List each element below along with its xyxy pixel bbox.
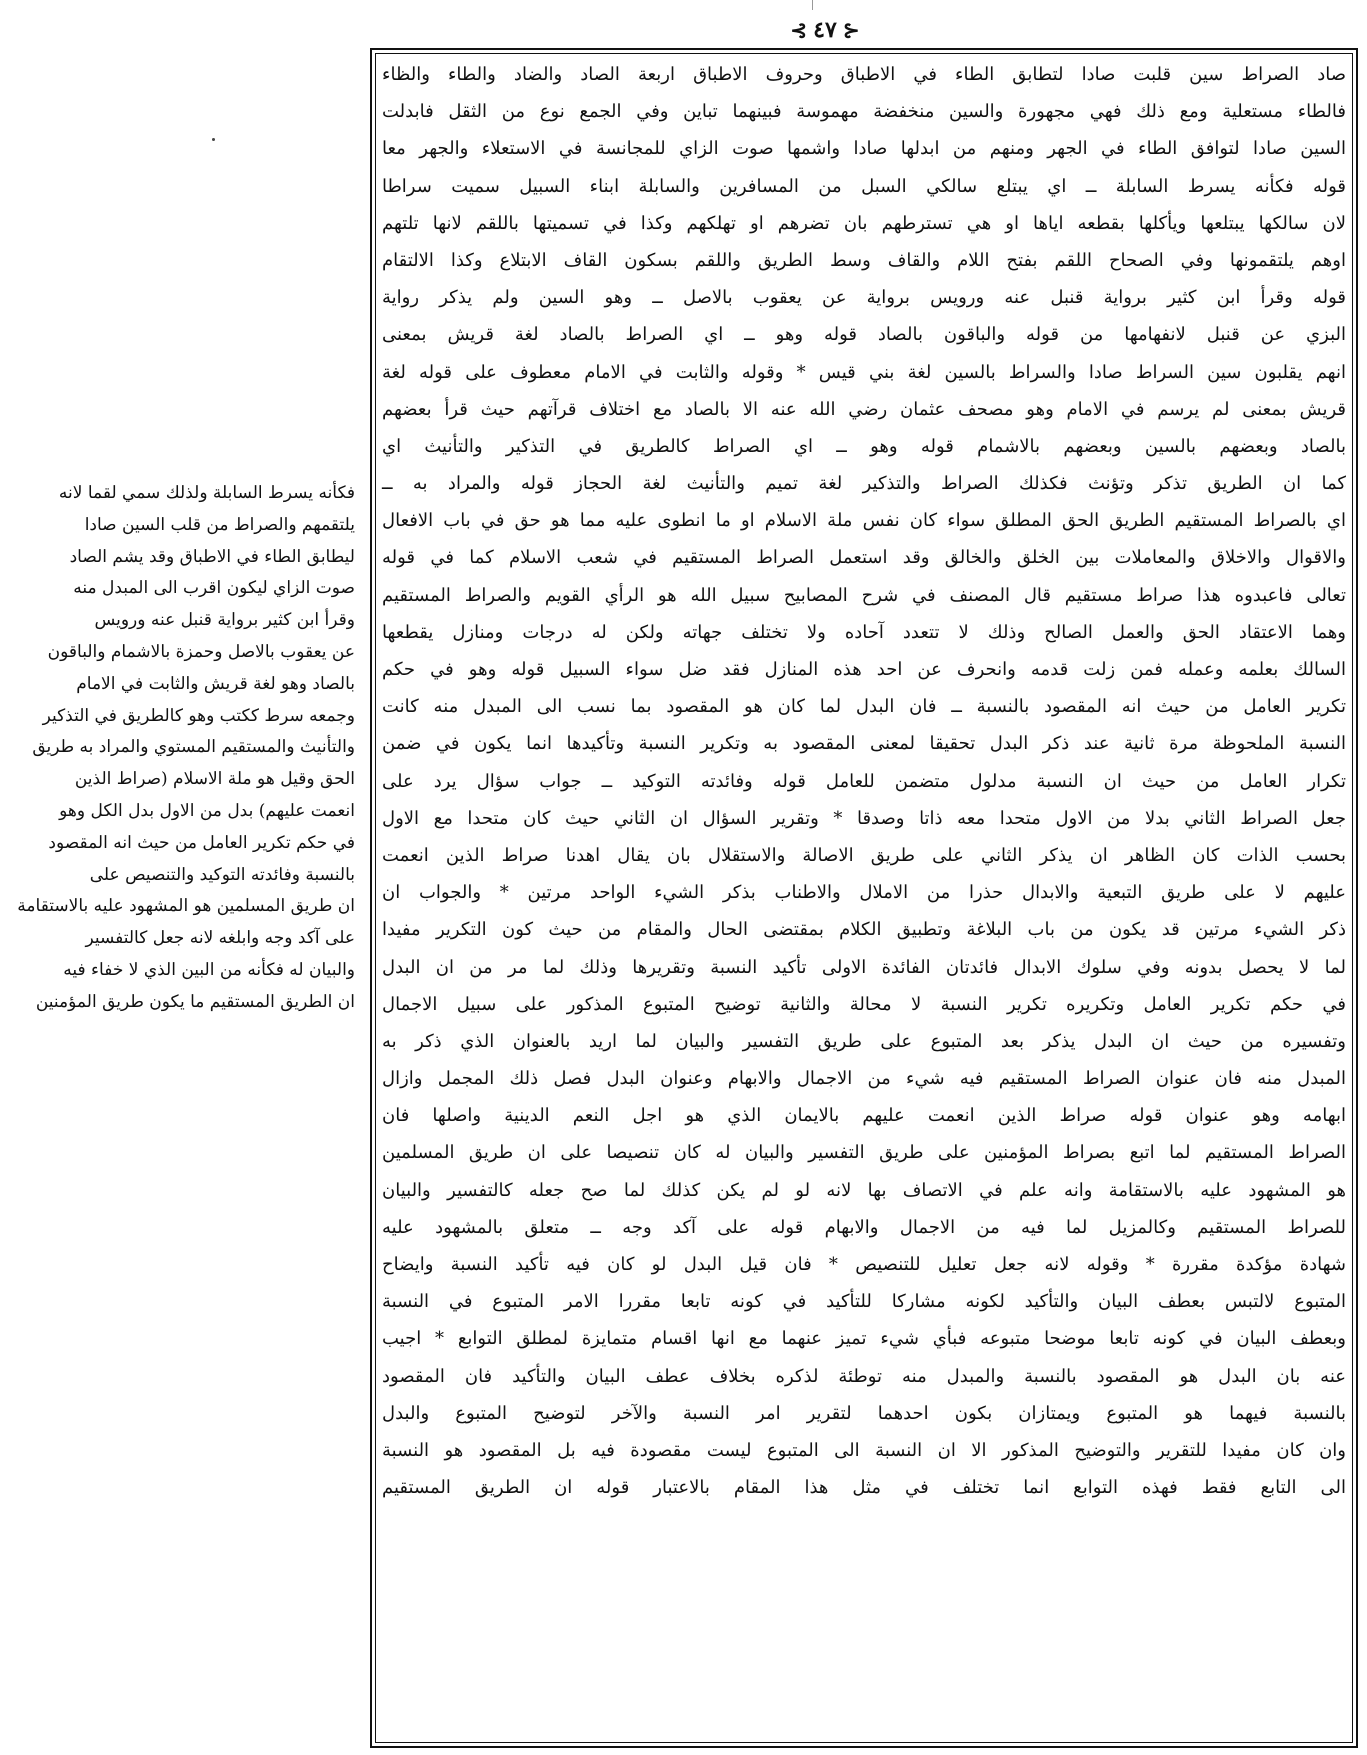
marginal-line: بالصاد وهو لغة قريش والثابت في الامام — [76, 673, 355, 694]
commentary-frame — [370, 48, 1358, 1748]
commentary-line: انهم يقلبون سين السراط صادا والسراط بالسين لغة بني قيس * وقوله والثابت في الامام معطوف على قوله لغة — [382, 361, 1346, 383]
commentary-line: اوهم يلتقمونها وفي الصحاح اللقم بفتح اللام والقاف وسط الطريق واللقم بسكون القاف الابتلاع وكذا الالتقام — [382, 249, 1346, 271]
top-tick-mark — [812, 0, 813, 10]
commentary-line: وهما الاعتقاد الحق والعمل الصالح وذلك لا تتعدد آحاده ولا تختلف جهاته ولكن له درجات ومنازل يقطعها — [382, 621, 1346, 643]
commentary-line: السين صادا لتوافق الطاء في الجهر ومنهم من ابدلها صادا واشمها صوت الزاي للمجانسة في الاستعلاء والجهر معا — [382, 138, 1346, 160]
commentary-line: فالطاء مستعلية ومع ذلك فهي مجهورة والسين منخفضة مهموسة فبينهما تباين وفي الجمع نوع من الثقل فابدلت — [382, 101, 1346, 123]
marginal-line: ليطابق الطاء في الاطباق وقد يشم الصاد — [69, 546, 355, 567]
page-number: ٤٧ — [813, 17, 837, 43]
marginal-line: ان الطريق المستقيم ما يكون طريق المؤمنين — [35, 991, 355, 1012]
left-ornament-icon: ⊰ — [790, 18, 808, 42]
commentary-line: البزي عن قنبل لانفهامها من قوله والباقون بالصاد قوله وهو ــ اي الصراط بالصاد لغة قريش بمعنى — [382, 324, 1346, 346]
commentary-line: ذكر الشيء مرتين قد يكون من باب البلاغة وتطبيق الكلام بمقتضى الحال والمقام من حيث كون التكرير مفيدا — [382, 919, 1346, 941]
commentary-line: بالنسبة فيهما هو المتبوع ويمتازان بكون احدهما لتقرير امر النسبة والآخر لتوضيح المتبوع والبدل — [382, 1402, 1346, 1424]
commentary-line: وان كان مفيدا للتقرير والتوضيح المذكور الا ان النسبة الى المتبوع ليست مقصودة فيه بل المقصود هو النسبة — [382, 1439, 1346, 1461]
marginal-line: الحق وقيل هو ملة الاسلام (صراط الذين — [74, 769, 355, 790]
commentary-line: صاد الصراط سين قلبت صادا لتطابق الطاء في الاطباق وحروف الاطباق اربعة الصاد والضاد والطاء والظاء — [382, 64, 1346, 85]
marginal-line: والتأنيث والمستقيم المستوي والمراد به طريق — [32, 737, 355, 758]
marginal-line: فكأنه يسرط السابلة ولذلك سمي لقما لانه — [58, 483, 355, 503]
marginal-line: والبيان له فكأنه من البين الذي لا خفاء فيه — [63, 959, 355, 980]
commentary-line: تكرير العامل من حيث انه المقصود بالنسبة ــ فان البدل لما كان هو المقصود بما نسب الى المبدل منه كانت — [382, 696, 1346, 718]
commentary-line: قريش بمعنى لم يرسم في الامام وهو مصحف عثمان رضي الله عنه الا بالصاد مع اختلاف قرآتهم حيث قرأ بعضهم — [382, 398, 1346, 420]
commentary-text — [382, 56, 1346, 1740]
commentary-line: تعالى فاعبدوه هذا صراط مستقيم قال المصنف في شرح المصابيح سبيل الله هو الرأي القويم والصراط المستقيم — [382, 584, 1346, 606]
commentary-line: المبدل منه فان عنوان الصراط المستقيم فيه شيء من الاجمال والابهام وعنوان البدل فصل ذلك المجمل وازال — [382, 1068, 1346, 1090]
commentary-line: عنه بان البدل هو المقصود بالنسبة والمبدل منه توطئة لذكره بخلاف عطف البيان والتأكيد فان المقصود — [382, 1365, 1346, 1387]
commentary-line: هو المشهود عليه بالاستقامة وانه علم في الاتصاف بها لانه لو لم يكن كذلك لما صح جعله كالتفسير والبيان — [382, 1179, 1346, 1201]
commentary-line: وبعطف البيان في كونه تابعا موضحا متبوعه فبأي شيء تميز عنهما مع انها اقسام متمايزة لمطلق التوابع * اجيب — [382, 1328, 1346, 1350]
commentary-line: كما ان الطريق تذكر وتؤنث فكذلك الصراط والتذكير لغة تميم والتأنيث لغة الحجاز قوله والمراد به ــ — [382, 473, 1346, 495]
commentary-line: ابهامه وهو عنوان قوله صراط الذين انعمت عليهم بالايمان الذي هو اجل النعم الدينية واصلها فان — [382, 1105, 1346, 1127]
commentary-line: بالصاد وبعضهم بالسين وبعضهم بالاشمام قوله وهو ــ اي الصراط كالطريق في التذكير والتأنيث اي — [382, 435, 1346, 457]
marginal-line: في حكم تكرير العامل من حيث انه المقصود — [48, 832, 355, 853]
commentary-line: المتبوع لالتبس بعطف البيان والتأكيد لكونه مشاركا للتأكيد في كونه تابعا مقررا الامر المتبوع في النسبة — [382, 1291, 1346, 1313]
commentary-line: شهادة مؤكدة مقررة * وقوله لانه جعل تعليل للتنصيص * فان قيل البدل لو كان فيه تأكيد النسبة وايضاح — [382, 1254, 1346, 1275]
marginal-line: يلتقمهم والصراط من قلب السين صادا — [84, 514, 355, 535]
commentary-line: وتفسيره من حيث ان البدل يذكر بعد المتبوع على طريق التفسير والبيان لما اريد بالعنوان الذي ذكر به — [382, 1030, 1346, 1052]
commentary-line: قوله وقرأ ابن كثير برواية قنبل عنه ورويس برواية عن يعقوب بالاصل ــ وهو السين ولم يذكر رواية — [382, 287, 1346, 309]
commentary-line: السالك بعلمه وعمله فمن زلت قدمه وانحرف عن احد هذه المنازل فقد ضل سواء السبيل قوله وهو في حكم — [382, 659, 1346, 680]
commentary-line: جعل الصراط الثاني بدلا من الاول متحدا معه ذاتا وصدقا * وتقرير السؤال ان الثاني حيث كان متحدا مع الاول — [382, 807, 1346, 829]
commentary-line: للصراط المستقيم وكالمزيل لما فيه من الاجمال والابهام قوله على آكد وجه ــ متعلق بالمشهود عليه — [382, 1216, 1346, 1238]
commentary-line: لان سالكها يبتلعها ويأكلها بقطعه اياها او هي تسترطهم بان تضرهم او تهلكهم وكذا في تسميتها باللقم لانها تلتهم — [382, 212, 1346, 234]
commentary-line: الصراط المستقيم لما اتبع بصراط المؤمنين على طريق التفسير والبيان له كان تنصيصا على ان طريق المسلمين — [382, 1142, 1346, 1164]
commentary-line: قوله فكأنه يسرط السابلة ــ اي يبتلع سالكي السبل من المسافرين والسابلة ابناء السبيل سميت سراطا — [382, 175, 1346, 197]
marginal-line: على آكد وجه وابلغه لانه جعل كالتفسير — [85, 928, 355, 949]
marginal-line: وجمعه سرط ككتب وهو كالطريق في التذكير — [42, 705, 355, 726]
page-number-header — [760, 12, 890, 48]
marginal-line: صوت الزاي ليكون اقرب الى المبدل منه — [73, 578, 355, 599]
marginal-base-text — [0, 478, 355, 1012]
commentary-line: تكرار العامل من حيث ان النسبة مدلول متضمن للعامل قوله وفائدته التوكيد ــ جواب سؤال يرد على — [382, 770, 1346, 792]
marginal-line: وقرأ ابن كثير برواية قنبل عنه ورويس — [94, 610, 355, 631]
commentary-line: بحسب الذات كان الظاهر ان يذكر الثاني على طريق الاصالة والاستقلال بان يقال اهدنا صراط الذين انعمت — [382, 844, 1346, 866]
marginal-line: عن يعقوب بالاصل وحمزة بالاشمام والباقون — [47, 641, 355, 662]
commentary-line: لما لا يحصل بدونه وفي سلوك الابدال فائدتان الفائدة الاولى تأكيد النسبة وتقريرها وذلك لما مر من ان البدل — [382, 956, 1346, 978]
marginal-line: بالنسبة وفائدته التوكيد والتنصيص على — [89, 864, 355, 885]
commentary-line: عليهم لا على طريق التبعية والابدال حذرا من الاملال والاطناب بذكر الشيء الواحد مرتين * والجواب ان — [382, 882, 1346, 904]
commentary-line: اي بالصراط المستقيم الطريق الحق المطلق سواء كان نفس ملة الاسلام او ما انطوى عليه مما هو حق في باب الافعال — [382, 510, 1346, 532]
right-ornament-icon: ⊱ — [842, 18, 860, 42]
marginal-line: ان طريق المسلمين هو المشهود عليه بالاستقامة — [17, 896, 355, 917]
marginal-line: انعمت عليهم) بدل من الاول بدل الكل وهو — [59, 800, 355, 821]
commentary-line: في حكم تكرير العامل وتكريره تكرير النسبة لا محالة والثانية توضيح المتبوع المذكور على سبيل الاجمال — [382, 993, 1346, 1015]
commentary-line: الى التابع فقط فهذه التوابع انما تختلف في مثل هذا المقام بالاعتبار قوله ان الطريق المستقيم — [382, 1477, 1346, 1499]
margin-dot — [212, 138, 215, 141]
commentary-line: النسبة الملحوظة مرة ثانية عند ذكر البدل تحقيقا لمعنى المقصود به وتكرير النسبة وتأكيدها انما يكون في ضمن — [382, 733, 1346, 755]
commentary-line: والاقوال والاخلاق والمعاملات بين الخلق والخالق وقد استعمل الصراط المستقيم في شعب الاسلام كما في قوله — [382, 547, 1346, 569]
